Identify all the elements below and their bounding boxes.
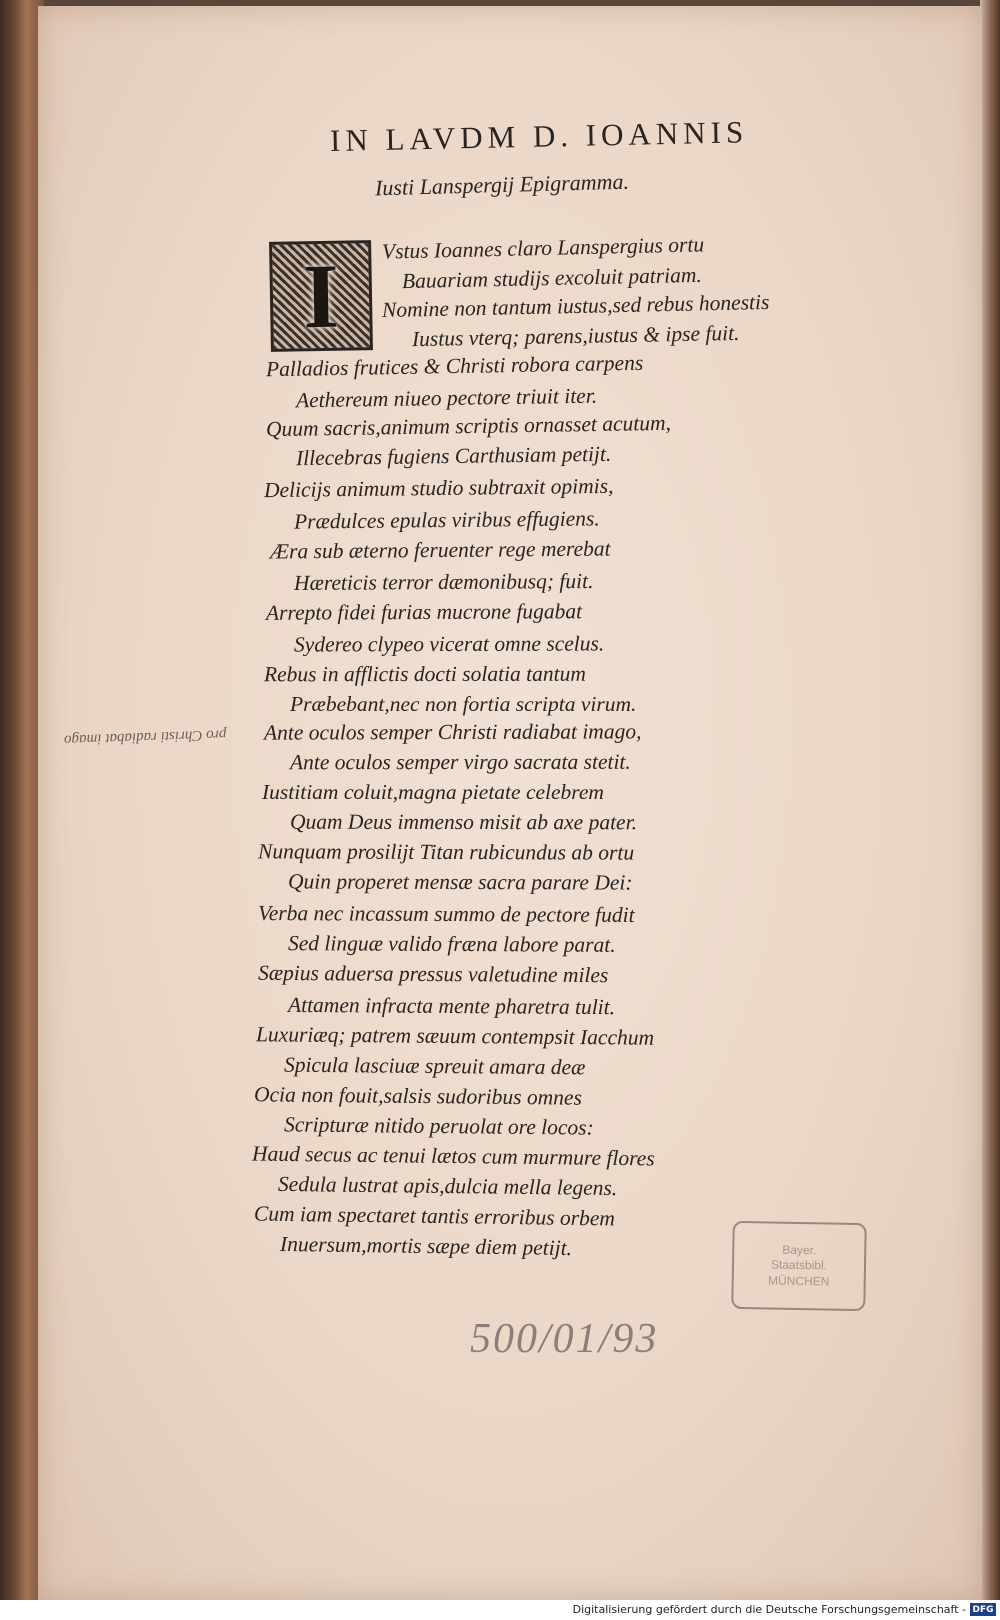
verse-line: Quin properet mensæ sacra parare Dei: <box>287 869 633 895</box>
marginal-note: pro Christi radiabat imago <box>63 726 227 748</box>
verse-line: Palladios frutices & Christi robora carpens <box>265 350 644 382</box>
verse-line: Bauariam studijs excoluit patriam. <box>401 262 702 294</box>
verse-line: Luxuriæq; patrem sæuum contempsit Iacchum <box>255 1022 655 1050</box>
verse-line: Ante oculos semper Christi radiabat imago, <box>263 719 642 745</box>
verse-line: Iustitiam coluit,magna pietate celebrem <box>262 780 604 804</box>
stamp-line: MÜNCHEN <box>767 1273 830 1289</box>
verse-line: Nomine non tantum iustus,sed rebus honestis <box>381 289 770 323</box>
verse-line: Rebus in afflictis docti solatia tantum <box>263 661 586 687</box>
verse-line: Præbebant,nec non fortia scripta virum. <box>290 692 637 716</box>
verse-line: Sæpius aduersa pressus valetudine miles <box>257 960 609 988</box>
shelfmark: 500/01/93 <box>470 1316 659 1362</box>
stamp-line: Bayer. <box>782 1242 817 1257</box>
verse-line: Ante oculos semper virgo sacrata stetit. <box>289 749 631 775</box>
verse-line: Iustus vterq; parens,iustus & ipse fuit. <box>411 320 740 352</box>
initial-letter: I <box>302 244 340 348</box>
verse-line: Nunquam prosilijt Titan rubicundus ab ortu <box>257 839 635 865</box>
page-subheading: Iusti Lanspergij Epigramma. <box>374 168 630 201</box>
verse-line: Sed linguæ valido fræna labore parat. <box>287 931 616 957</box>
verse-line: Delicijs animum studio subtraxit opimis, <box>263 473 614 503</box>
verse-line: Sedula lustrat apis,dulcia mella legens. <box>277 1171 618 1201</box>
verse-line: Arrepto fidei furias mucrone fugabat <box>265 599 583 625</box>
verse-line: Quam Deus immenso misit ab axe pater. <box>289 809 637 835</box>
library-stamp <box>731 1221 867 1311</box>
verse-line: Attamen infracta mente pharetra tulit. <box>287 992 616 1020</box>
verse-line: Quum sacris,animum scriptis ornasset acutum, <box>265 410 672 442</box>
verse-line: Illecebras fugiens Carthusiam petijt. <box>295 441 612 471</box>
verse-line: Verba nec incassum summo de pectore fudit <box>257 901 635 927</box>
verse-line: Æra sub æterno feruenter rege merebat <box>269 536 611 564</box>
stamp-line: Staatsbibl. <box>770 1257 828 1273</box>
verse-line: Vstus Ioannes claro Lanspergius ortu <box>381 232 705 264</box>
verse-line: Aethereum niueo pectore triuit iter. <box>295 383 598 413</box>
verse-line: Cum iam spectaret tantis erroribus orbem <box>253 1201 616 1231</box>
verse-line: Haud secus ac tenui lætos cum murmure flores <box>251 1141 655 1171</box>
verse-line: Hæreticis terror dæmonibusq; fuit. <box>293 568 594 596</box>
footer-credit: Digitalisierung gefördert durch die Deutsche Forschungsgemeinschaft - <box>572 1603 966 1616</box>
page-heading: IN LAVDM D. IOANNIS <box>329 114 749 159</box>
verse-line: Spicula lasciuæ spreuit amara deæ <box>283 1052 586 1080</box>
verse-line: Inuersum,mortis sæpe diem petijt. <box>279 1231 573 1261</box>
verse-line: Scripturæ nitido peruolat ore locos: <box>283 1112 594 1140</box>
verse-line: Sydereo clypeo vicerat omne scelus. <box>293 631 605 657</box>
verse-line: Prædulces epulas viribus effugiens. <box>293 506 600 534</box>
dfg-logo: DFG <box>970 1603 996 1616</box>
verse-line: Ocia non fouit,salsis sudoribus omnes <box>253 1082 583 1110</box>
